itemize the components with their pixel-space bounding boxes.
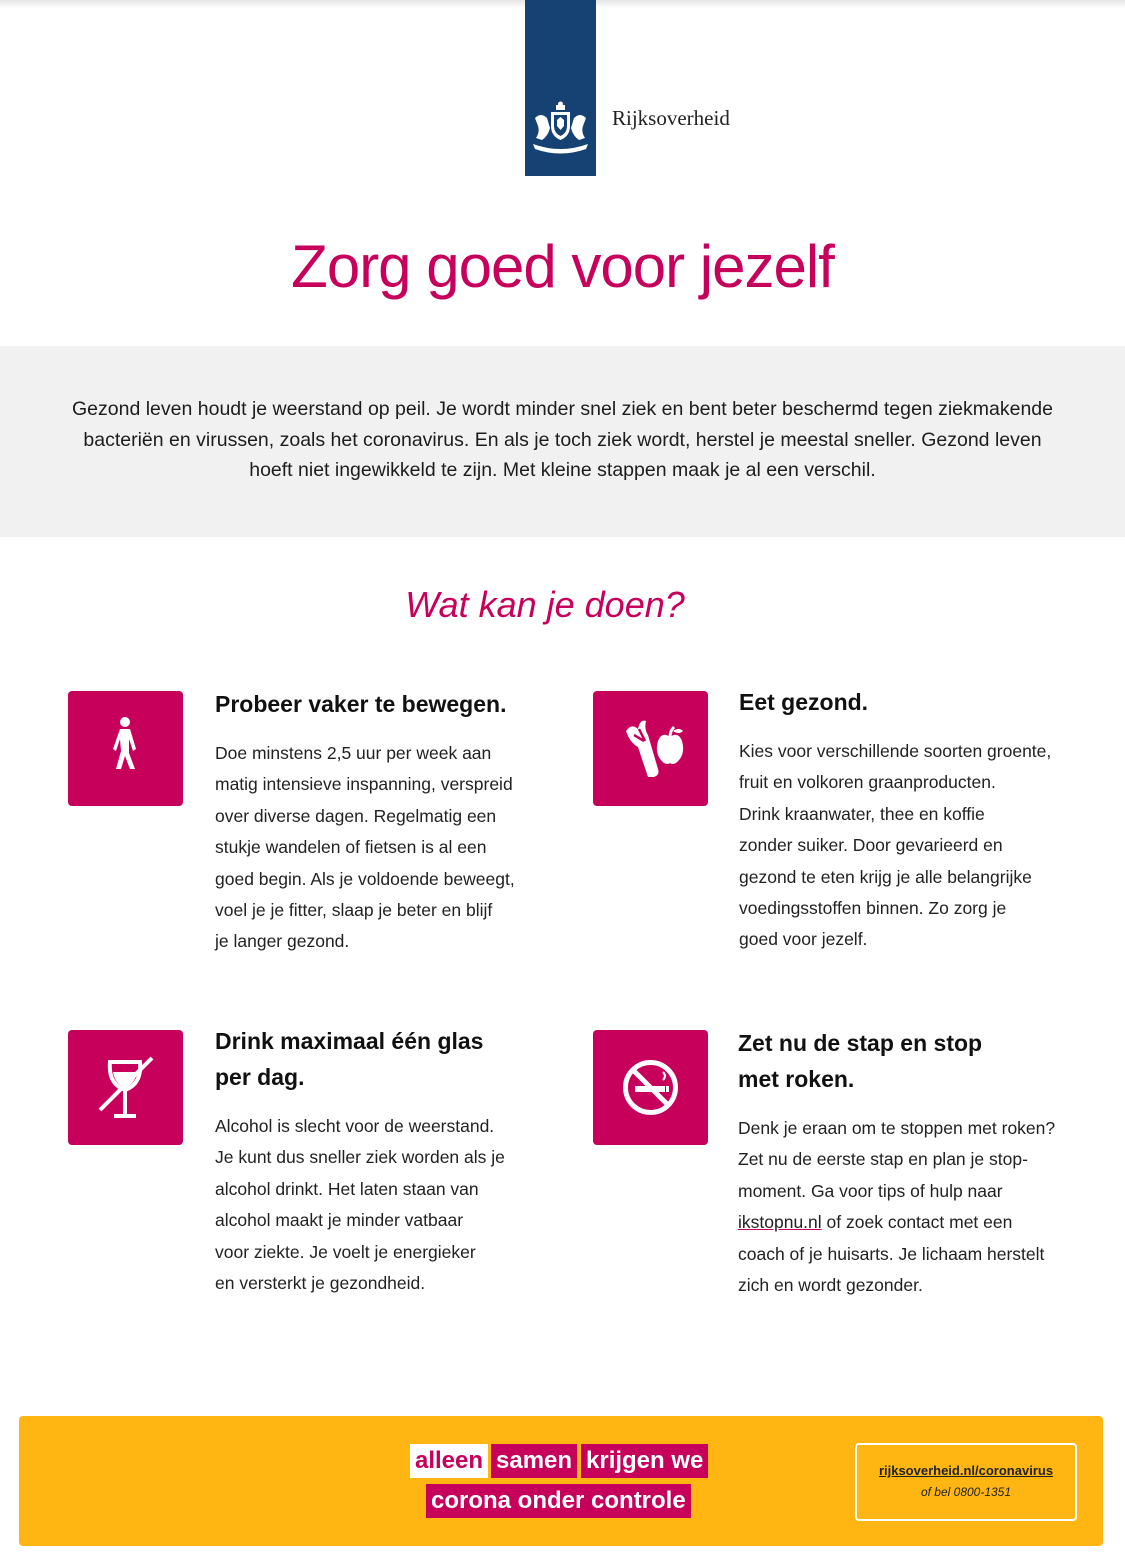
card-body-line: Je kunt dus sneller ziek worden als je bbox=[215, 1147, 505, 1168]
section-subtitle: Wat kan je doen? bbox=[405, 584, 685, 625]
card-body bbox=[215, 1111, 505, 1299]
card-title-line: met roken. bbox=[738, 1066, 855, 1092]
card-body-line: Kies voor verschillende soorten groente, bbox=[739, 741, 1052, 761]
logo-text: Rijksoverheid bbox=[612, 106, 730, 130]
contact-phone: of bel 0800-1351 bbox=[920, 1485, 1012, 1499]
card-body-line: gezond te eten krijg je alle belangrijke bbox=[739, 866, 1032, 887]
card-body-line: goed voor jezelf. bbox=[739, 929, 868, 950]
card-body-line: voedingsstoffen binnen. Zo zorg je bbox=[739, 898, 1007, 919]
no-smoking-icon bbox=[593, 1030, 708, 1145]
card-body-line: en versterkt je gezondheid. bbox=[215, 1273, 426, 1294]
card-body-line: matig intensieve inspanning, verspreid bbox=[215, 774, 513, 795]
no-wine-glass-icon bbox=[68, 1030, 183, 1145]
card-icon-box bbox=[593, 691, 708, 806]
coat-of-arms-icon bbox=[529, 100, 592, 158]
logo-banner bbox=[525, 0, 596, 176]
walking-person-icon bbox=[68, 691, 183, 806]
card-body-line: alcohol drinkt. Het laten staan van bbox=[215, 1178, 479, 1199]
card-body-line: goed begin. Als je voldoende beweegt, bbox=[215, 868, 515, 889]
slogan-word: corona onder controle bbox=[426, 1484, 691, 1518]
card-body-line: over diverse dagen. Regelmatig een bbox=[215, 805, 497, 826]
card-icon-box bbox=[68, 1030, 183, 1145]
card-body-line bbox=[738, 1207, 1055, 1238]
card-title-line: per dag. bbox=[215, 1064, 305, 1090]
contact-box bbox=[855, 1443, 1077, 1521]
card-body-line: je langer gezond. bbox=[215, 931, 350, 952]
card-body-line: zich en wordt gezonder. bbox=[738, 1275, 923, 1296]
intro-text: Gezond leven houdt je weerstand op peil. Je wordt minder snel ziek en bent beter beschermd tegen ziekmakende bacteriën en virussen, zoals het coronavirus. En als je toch ziek wordt, herstel je meestal sneller. Gezond leven hoeft niet ingewikkeld te zijn. Met kleine stappen maak je al een verschil. bbox=[72, 398, 1053, 481]
card-icon-box bbox=[593, 1030, 708, 1145]
slogan-word: krijgen we bbox=[581, 1444, 708, 1478]
card-body bbox=[738, 1113, 1055, 1301]
slogan-word: samen bbox=[491, 1444, 577, 1478]
slogan-word: alleen bbox=[410, 1444, 488, 1478]
card-title: Eet gezond. bbox=[739, 689, 869, 715]
card-body-line: voel je je fitter, slaap je beter en blijf bbox=[215, 900, 493, 921]
card-body-line: voor ziekte. Je voelt je energieker bbox=[215, 1241, 476, 1262]
card-body-line: stukje wandelen of fietsen is al een bbox=[215, 837, 487, 858]
card-body-line: alcohol maakt je minder vatbaar bbox=[215, 1210, 464, 1231]
card-title bbox=[738, 1025, 982, 1097]
contact-url-link[interactable]: rijksoverheid.nl/coronavirus bbox=[878, 1463, 1054, 1478]
card-body-line: Zet nu de eerste stap en plan je stop- bbox=[738, 1149, 1028, 1170]
vegetables-apple-icon bbox=[593, 691, 708, 806]
card-title bbox=[215, 1023, 483, 1095]
card-body-line: Alcohol is slecht voor de weerstand. bbox=[215, 1116, 495, 1136]
card-body-line: fruit en volkoren graanproducten. bbox=[739, 772, 996, 793]
card-title: Probeer vaker te bewegen. bbox=[215, 691, 507, 717]
card-body-line: Denk je eraan om te stoppen met roken? bbox=[738, 1118, 1056, 1138]
card-body bbox=[739, 736, 1051, 956]
card-title-line: Zet nu de stap en stop bbox=[738, 1030, 983, 1056]
ikstopnu-link[interactable]: ikstopnu.nl bbox=[738, 1212, 822, 1233]
card-body-line: moment. Ga voor tips of hulp naar bbox=[738, 1180, 1003, 1201]
footer-banner bbox=[19, 1416, 1103, 1546]
card-icon-box bbox=[68, 691, 183, 806]
card-body-line: coach of je huisarts. Je lichaam herstelt bbox=[738, 1243, 1045, 1264]
card-body-line: Doe minstens 2,5 uur per week aan bbox=[215, 743, 492, 763]
card-body bbox=[215, 738, 515, 958]
card-body-line: zonder suiker. Door gevarieerd en bbox=[739, 835, 1003, 856]
card-body-line: Drink kraanwater, thee en koffie bbox=[739, 803, 985, 824]
card-title-line: Drink maximaal één glas bbox=[215, 1028, 484, 1054]
page-title: Zorg goed voor jezelf bbox=[291, 233, 834, 300]
intro-section bbox=[0, 346, 1125, 537]
card-body-text: of zoek contact met een bbox=[826, 1212, 1013, 1233]
